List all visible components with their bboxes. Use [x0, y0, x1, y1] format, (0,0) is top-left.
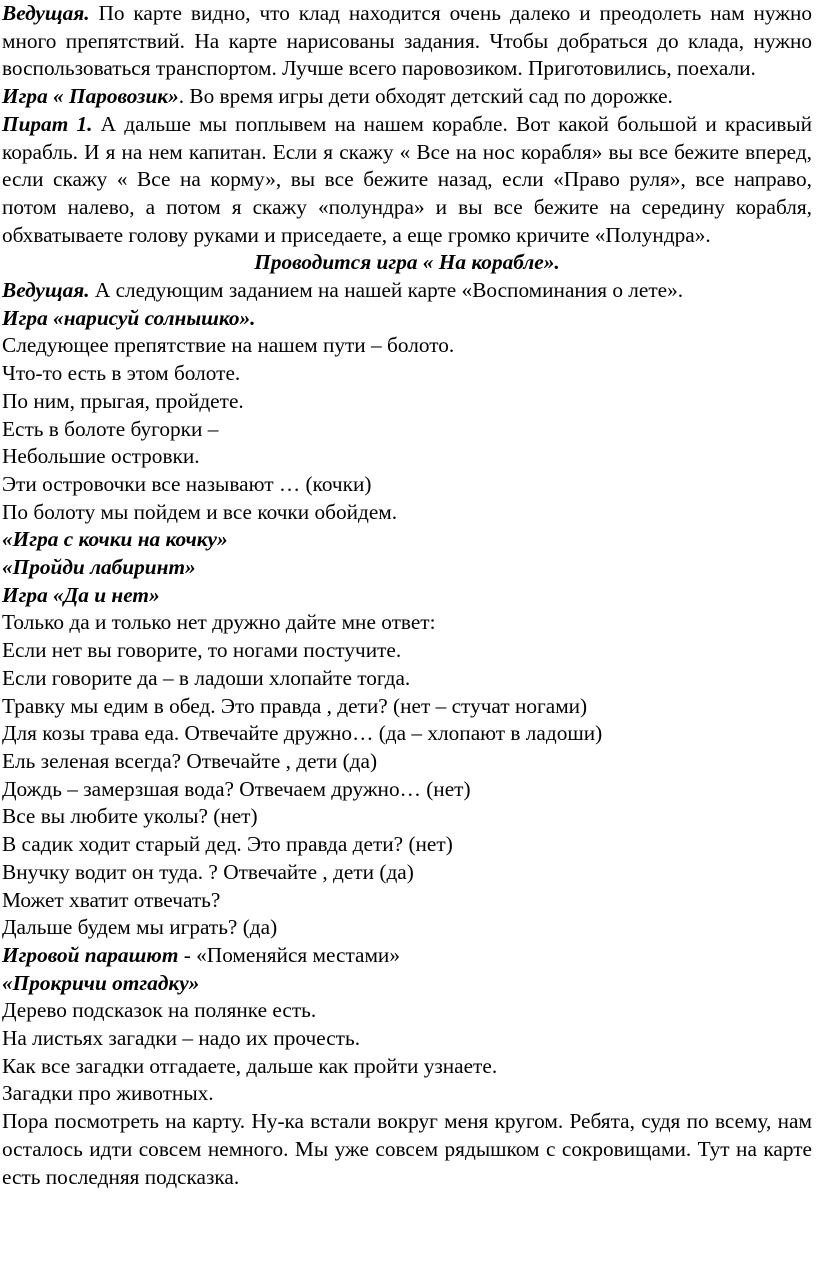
yes-no-line: В садик ходит старый дед. Это правда дети? (нет): [2, 832, 453, 857]
speaker-label: Ведущая.: [2, 1, 90, 25]
riddle-line: Дерево подсказок на полянке есть.: [2, 998, 317, 1023]
paragraph-text: - «Поменяйся местами»: [178, 942, 400, 967]
heading-riddle-game: «Прокричи отгадку»: [2, 970, 200, 995]
riddle-line: Загадки про животных.: [2, 1081, 214, 1106]
heading-yes-no-game: Игра «Да и нет»: [2, 582, 160, 607]
swamp-line: Что-то есть в этом болоте.: [2, 361, 241, 386]
yes-no-line: Дождь – замерзшая вода? Отвечаем дружно… (нет): [2, 776, 471, 801]
yes-no-line: Если говорите да – в ладоши хлопайте тогда.: [2, 665, 411, 690]
paragraph-host-map: [2, 0, 812, 83]
yes-no-line: Дальше будем мы играть? (да): [2, 915, 278, 940]
game-heading: Игра «нарисуй солнышко».: [2, 305, 256, 330]
paragraph-train-game: [2, 83, 812, 111]
yes-no-line: Травку мы едим в обед. Это правда , дети? (нет – стучат ногами): [2, 693, 588, 718]
heading-kochki-game: «Игра с кочки на кочку»: [2, 527, 228, 552]
paragraph-text: . Во время игры дети обходят детский сад по дорожке.: [178, 84, 673, 109]
swamp-line: По ним, прыгая, пройдете.: [2, 388, 244, 413]
paragraph-pirate: [2, 111, 812, 250]
paragraph-text: По карте видно, что клад находится очень далеко и преодолеть нам нужно много препятствий. На карте нарисованы задания. Чтобы добраться до клада, нужно воспользоваться транспортом. Лучше всего паровозиком. Приготовились, поехали.: [2, 1, 812, 81]
swamp-line: Эти островочки все называют … (кочки): [2, 471, 372, 496]
swamp-line: Есть в болоте бугорки –: [2, 416, 219, 441]
heading-ship-game: [2, 249, 812, 277]
paragraph-final: Пора посмотреть на карту. Ну-ка встали вокруг меня кругом. Ребята, судя по всему, нам осталось идти совсем немного. Мы уже совсем рядышком с сокровищами. Тут на карте есть последняя подсказка.: [2, 1109, 812, 1189]
yes-no-line: Если нет вы говорите, то ногами постучите.: [2, 638, 402, 663]
speaker-label: Ведущая.: [2, 278, 90, 303]
paragraph-text: А следующим заданием на нашей карте «Воспоминания о лете».: [89, 278, 684, 303]
game-label: Игра « Паровозик»: [2, 84, 179, 109]
yes-no-line: Внучку водит он туда. ? Отвечайте , дети (да): [2, 859, 414, 884]
riddle-line: Как все загадки отгадаете, дальше как пройти узнаете.: [2, 1053, 498, 1078]
heading-sun-game: [2, 305, 812, 333]
yes-no-line: Для козы трава еда. Отвечайте дружно… (да – хлопают в ладоши): [2, 721, 603, 746]
game-label: Игровой парашют: [2, 942, 179, 967]
game-heading: Проводится игра « На корабле».: [254, 250, 560, 275]
paragraph-parachute: [2, 942, 812, 970]
paragraph-text: А дальше мы поплывем на нашем корабле. Вот какой большой и красивый корабль. И я на нем капитан. Если я скажу « Все на нос корабля» вы все бежите вперед, если скажу « Все на корму», вы все бежите назад, если «Право руля», все направо, потом налево, а потом я скажу «полундра» и вы все бежите на середину корабля, обхватываете голову руками и приседаете, а еще громко кричите «Полундра».: [2, 111, 812, 247]
paragraph-host-memories: [2, 277, 812, 305]
yes-no-line: Может хватит отвечать?: [2, 887, 221, 912]
yes-no-line: Все вы любите уколы? (нет): [2, 804, 258, 829]
swamp-line: По болоту мы пойдем и все кочки обойдем.: [2, 499, 398, 524]
swamp-line: Небольшие островки.: [2, 444, 200, 469]
swamp-line: Следующее препятствие на нашем пути – болото.: [2, 333, 455, 358]
yes-no-line: Ель зеленая всегда? Отвечайте , дети (да): [2, 748, 378, 773]
riddle-line: На листьях загадки – надо их прочесть.: [2, 1026, 361, 1051]
yes-no-line: Только да и только нет дружно дайте мне ответ:: [2, 610, 436, 635]
speaker-label: Пират 1.: [2, 111, 93, 136]
heading-labyrinth-game: «Пройди лабиринт»: [2, 555, 196, 580]
